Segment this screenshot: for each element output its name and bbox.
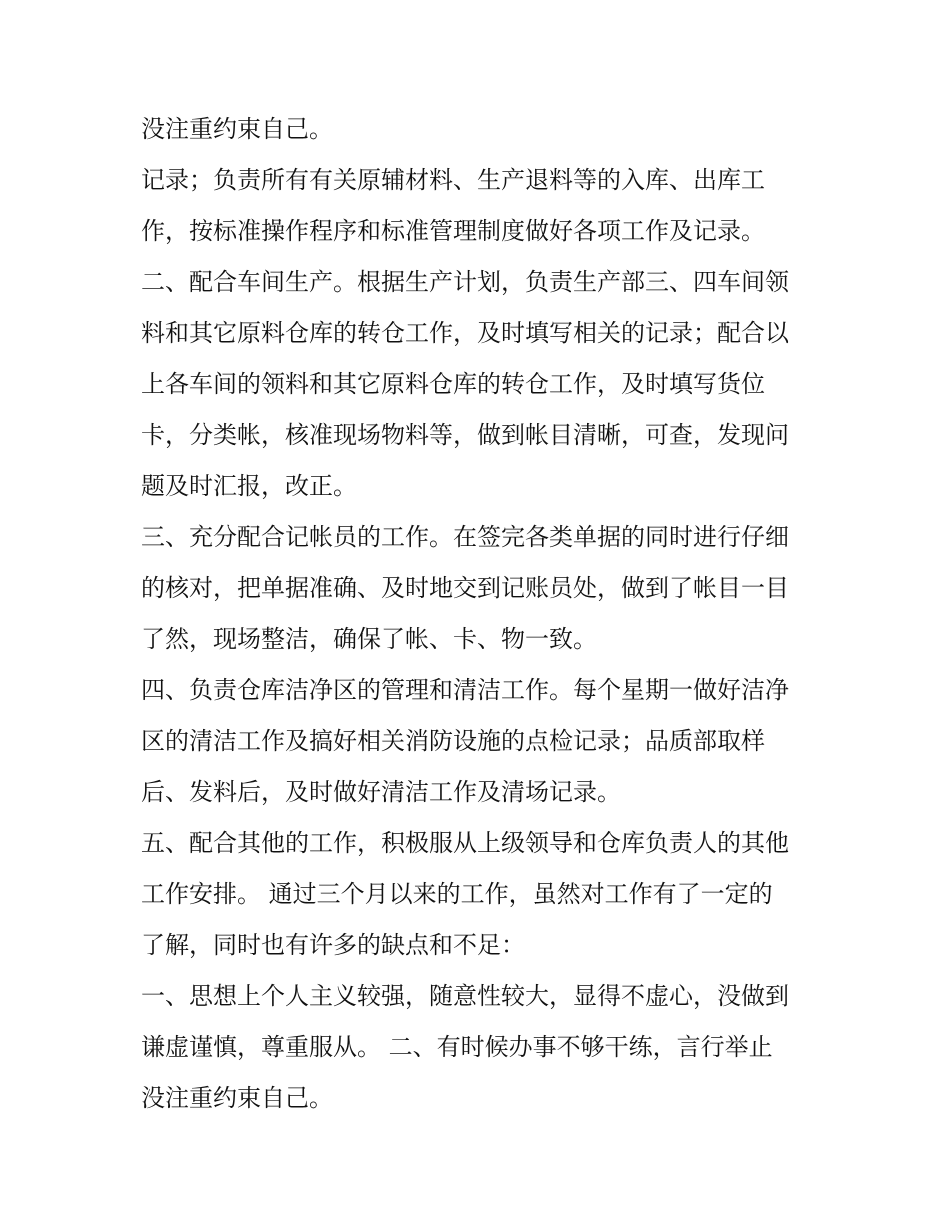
text-line-10: 的核对，把单据准确、及时地交到记账员处，做到了帐目一目: [141, 574, 789, 602]
text-line-15: 五、配合其他的工作，积极服从上级领导和仓库负责人的其他: [141, 829, 789, 857]
text-line-16: 工作安排。 通过三个月以来的工作，虽然对工作有了一定的: [141, 880, 773, 908]
document-body: [141, 104, 821, 1124]
text-line-14: 后、发料后，及时做好清洁工作及清场记录。: [141, 778, 621, 806]
text-line-19: 谦虚谨慎，尊重服从。 二、有时候办事不够干练，言行举止: [141, 1033, 773, 1061]
text-line-17: 了解，同时也有许多的缺点和不足：: [141, 931, 525, 959]
text-line-12: 四、负责仓库洁净区的管理和清洁工作。每个星期一做好洁净: [141, 676, 789, 704]
text-line-7: 卡，分类帐，核准现场物料等，做到帐目清晰，可查，发现问: [141, 421, 789, 449]
text-line-11: 了然，现场整洁，确保了帐、卡、物一致。: [141, 625, 597, 653]
text-line-18: 一、思想上个人主义较强，随意性较大，显得不虚心，没做到: [141, 982, 789, 1010]
text-line-20: 没注重约束自己。: [141, 1084, 333, 1112]
text-line-13: 区的清洁工作及搞好相关消防设施的点检记录；品质部取样: [141, 727, 765, 755]
text-line-8: 题及时汇报，改正。: [141, 472, 357, 500]
text-line-9: 三、充分配合记帐员的工作。在签完各类单据的同时进行仔细: [141, 523, 789, 551]
text-line-6: 上各车间的领料和其它原料仓库的转仓工作，及时填写货位: [141, 370, 765, 398]
text-line-4: 二、配合车间生产。根据生产计划，负责生产部三、四车间领: [141, 268, 789, 296]
text-line-1: 没注重约束自己。: [141, 115, 333, 143]
text-line-2: 记录；负责所有有关原辅材料、生产退料等的入库、出库工: [141, 166, 765, 194]
text-line-3: 作，按标准操作程序和标准管理制度做好各项工作及记录。: [141, 217, 765, 245]
text-line-5: 料和其它原料仓库的转仓工作，及时填写相关的记录；配合以: [141, 319, 789, 347]
